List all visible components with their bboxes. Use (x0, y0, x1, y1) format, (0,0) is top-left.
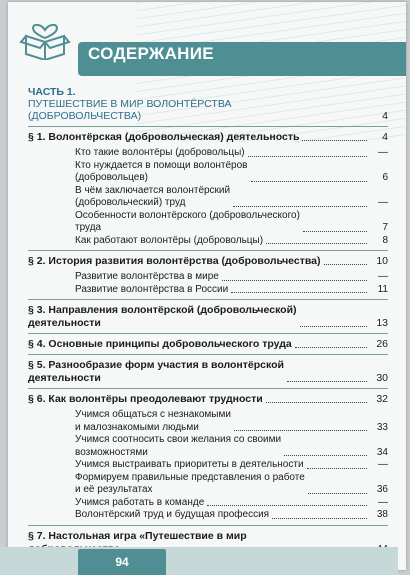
part-title: ПУТЕШЕСТВИЕ В МИР ВОЛОНТЁРСТВА (ДОБРОВОЛЬЧЕСТВА) (28, 98, 232, 122)
dot-leader (251, 181, 368, 182)
toc-section (28, 250, 388, 299)
subsection-page: 7 (382, 222, 388, 233)
subsection-row (75, 472, 388, 497)
section-page: 26 (376, 338, 388, 350)
section-title: § 1. Волонтёрская (добровольческая) деятельность (28, 131, 300, 143)
subsection-list (28, 409, 388, 522)
subsection-row (75, 271, 388, 284)
section-title: § 7. Настольная игра «Путешествие в мир (28, 529, 247, 542)
subsection-row (75, 459, 388, 472)
subsection-page: — (378, 459, 388, 470)
subsection-page: 33 (376, 421, 388, 433)
subsection-title: В чём заключается волонтёрский (добровольческий) труд (75, 184, 231, 208)
dot-leader (295, 347, 367, 348)
subsection-title: Учимся работать в команде (75, 496, 205, 508)
dot-leader (248, 156, 367, 157)
subsection-row (75, 434, 388, 459)
page-number: 94 (115, 555, 129, 569)
subsection-row (75, 284, 388, 297)
part-page: 4 (382, 110, 388, 122)
section-row (28, 338, 388, 351)
footer-band (0, 547, 398, 575)
subsection-list (28, 271, 388, 296)
dot-leader (207, 505, 367, 506)
dot-leader (233, 206, 367, 207)
dot-leader (302, 140, 367, 141)
subsection-title: Волонтёрский труд и будущая профессия (75, 509, 270, 520)
section-title: § 6. Как волонтёры преодолевают трудности (28, 393, 263, 405)
subsection-title: Как работают волонтёры (добровольцы) (75, 234, 264, 246)
subsection-title: Учимся соотносить свои желания со своими возможностями (75, 434, 282, 458)
subsection-title: Развитие волонтёрства в России (75, 283, 229, 295)
table-of-contents (28, 82, 388, 559)
subsection-title: Особенности волонтёрского (добровольческого) труда (75, 209, 300, 233)
subsection-row (75, 185, 388, 210)
dot-leader (266, 243, 367, 244)
subsection-row (75, 509, 388, 522)
gift-box-heart-icon (18, 12, 72, 60)
subsection-row (75, 235, 388, 248)
dot-leader (222, 280, 367, 281)
dot-leader (308, 493, 367, 494)
subsection-row (75, 147, 388, 160)
subsection-list (28, 147, 388, 247)
dot-leader (284, 455, 367, 456)
dot-leader (231, 292, 367, 293)
section-title: § 3. Направления волонтёрской (добровольческой) деятельности (28, 304, 297, 329)
subsection-page: 6 (382, 172, 388, 183)
subsection-row (75, 210, 388, 235)
subsection-row (75, 497, 388, 510)
dot-leader (266, 402, 367, 403)
subsection-page: 36 (376, 484, 388, 495)
subsection-row (75, 409, 388, 434)
page-title: СОДЕРЖАНИЕ (88, 44, 214, 63)
toc-section (28, 333, 388, 354)
dot-leader (303, 231, 367, 232)
section-page: 10 (376, 255, 388, 267)
section-title: § 5. Разнообразие форм участия в волонтёрской деятельности (28, 359, 284, 384)
toc-section (28, 354, 388, 388)
subsection-title: Учимся общаться с незнакомыми и малознакомыми людьми (75, 409, 231, 433)
dot-leader (300, 326, 367, 327)
subsection-page: — (378, 197, 388, 208)
part-row (28, 98, 388, 122)
section-page: 4 (382, 131, 388, 143)
dot-leader (234, 430, 367, 431)
subsection-page: — (378, 147, 388, 158)
subsection-page: 11 (377, 283, 388, 295)
toc-section (28, 299, 388, 333)
dot-leader (324, 264, 368, 265)
subsection-page: 38 (376, 509, 388, 520)
section-row (28, 304, 388, 330)
part-label: ЧАСТЬ 1. (28, 86, 76, 98)
sections-list (28, 126, 388, 559)
subsection-page: — (378, 271, 388, 282)
toc-section (28, 126, 388, 250)
dot-leader (272, 518, 367, 519)
subsection-title: Формируем правильные представления о работе и её результатах (75, 471, 305, 495)
subsection-page: 34 (376, 446, 388, 458)
section-row (28, 393, 388, 406)
dot-leader (287, 381, 367, 382)
subsection-title: Учимся выстраивать приоритеты в деятельности (75, 459, 304, 470)
section-page: 30 (376, 372, 388, 384)
subsection-title: Развитие волонтёрства в мире (75, 271, 219, 282)
subsection-page: 8 (382, 234, 388, 246)
dot-leader (307, 468, 367, 469)
subsection-title: Кто нуждается в помощи волонтёров (добровольцев) (75, 159, 248, 183)
section-row (28, 359, 388, 385)
section-title: § 4. Основные принципы добровольческого труда (28, 338, 292, 350)
subsection-row (75, 160, 388, 185)
section-row (28, 131, 388, 144)
section-page: 13 (376, 317, 388, 329)
section-row (28, 255, 388, 268)
section-page: 32 (376, 393, 388, 405)
section-title: § 2. История развития волонтёрства (добровольчества) (28, 255, 321, 267)
toc-section (28, 388, 388, 525)
subsection-title: Кто такие волонтёры (добровольцы) (75, 147, 245, 158)
subsection-page: — (378, 496, 388, 508)
